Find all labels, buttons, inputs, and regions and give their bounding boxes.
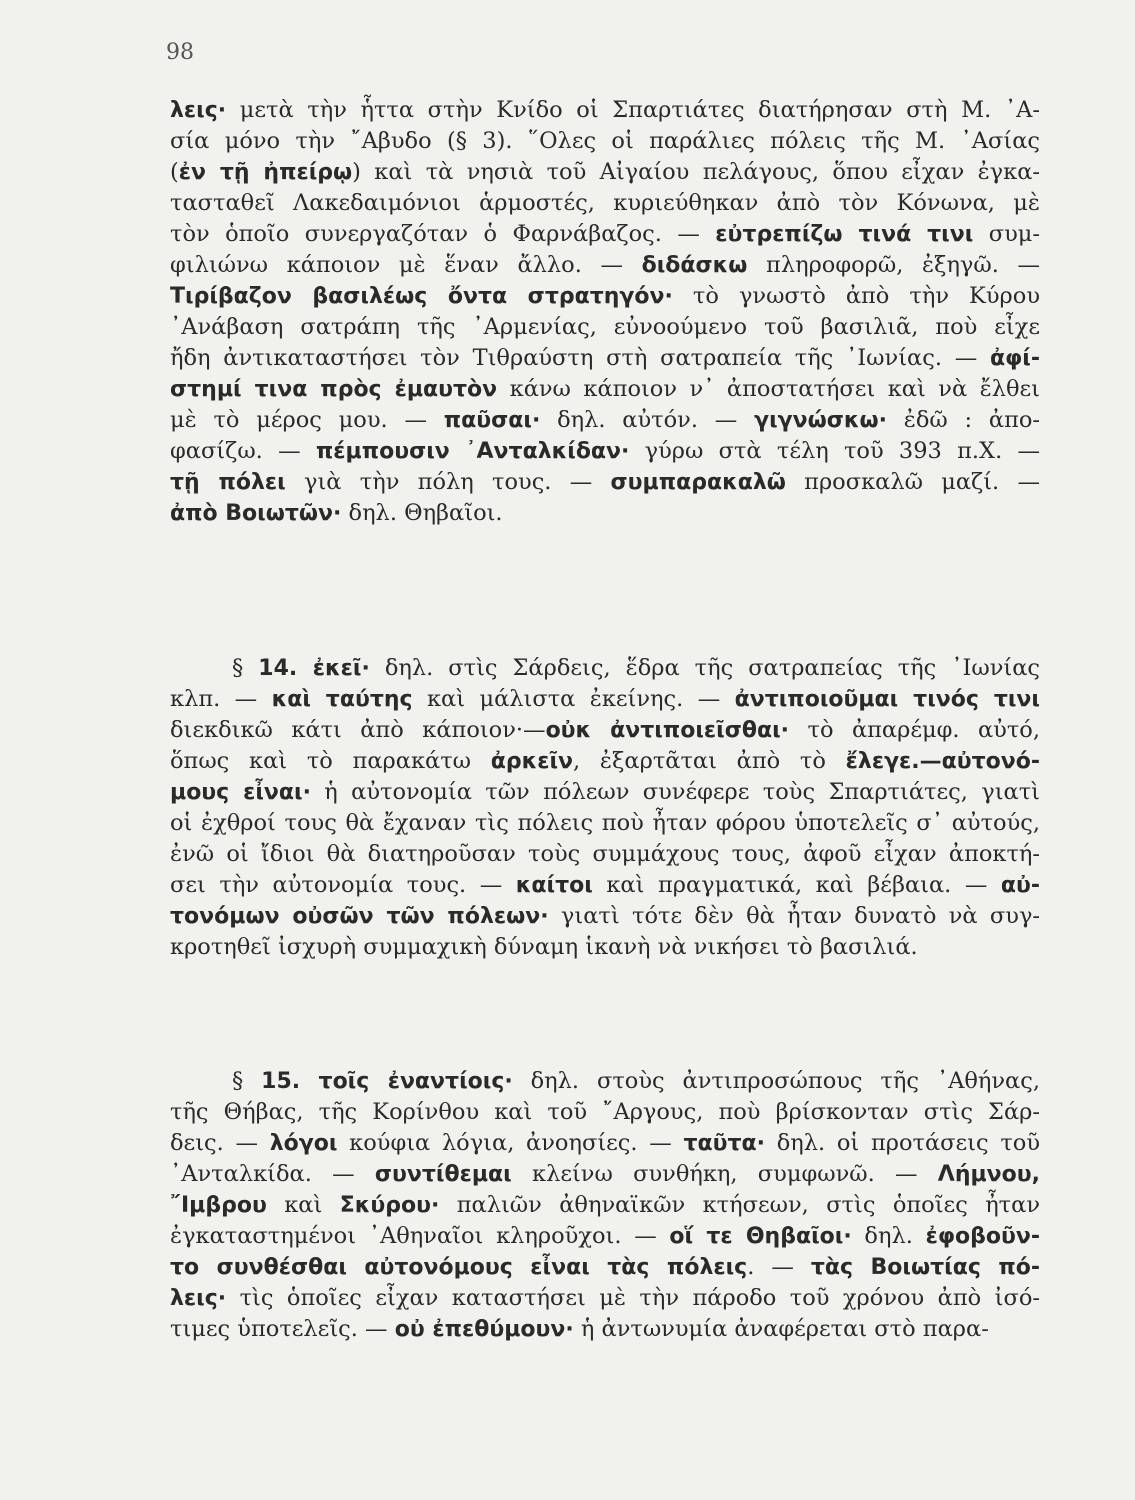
commentary-text: κλείνω συνθήκη, συμφωνῶ. — [511, 1161, 938, 1187]
text-line [170, 1190, 1040, 1221]
text-line [170, 374, 1040, 405]
text-line [170, 932, 1040, 963]
lemma-term: ἐφοβοῦν- [925, 1224, 1040, 1249]
lemma-term: καίτοι [515, 873, 593, 898]
commentary-text: καὶ [266, 1192, 340, 1218]
commentary-text: δηλ. Θηβαῖοι. [341, 500, 503, 526]
lemma-term: ῎Ιμβρου [170, 1193, 267, 1218]
commentary-text: διεκδικῶ κάτι ἀπὸ κάποιον·— [170, 717, 546, 743]
text-line [170, 839, 1040, 870]
commentary-text: σει τὴν αὐτονομία τους. — [170, 872, 516, 898]
commentary-text: δηλ. στοὺς ἀντιπροσώπους τῆς ᾿Αθήνας, [512, 1068, 1040, 1094]
commentary-text: προσκαλῶ μαζί. — [785, 469, 1040, 495]
commentary-text: μετὰ τὴν ἧττα στὴν Κνίδο οἱ Σπαρτιάτες διατήρησαν στὴ Μ. ᾿Α- [226, 97, 1040, 123]
commentary-text: τῆς Θήβας, τῆς Κορίνθου καὶ τοῦ ῎Αργους, ποὺ βρίσκονταν στὶς Σάρ- [170, 1099, 1040, 1125]
text-line [170, 1314, 1040, 1345]
commentary-text: φασίζω. — [170, 438, 316, 464]
lemma-term: συντίθεμαι [374, 1162, 512, 1187]
text-line [170, 281, 1040, 312]
commentary-text: κλπ. — [170, 686, 272, 712]
lemma-term: λόγοι [269, 1131, 338, 1156]
page-number: 98 [166, 40, 194, 65]
commentary-text: καὶ πραγματικά, καὶ βέβαια. — [592, 872, 1001, 898]
text-line [170, 250, 1040, 281]
lemma-term: μους εἶναι· [170, 780, 311, 805]
text-line [170, 312, 1040, 343]
text-line [170, 188, 1040, 219]
commentary-text: γιὰ τὴν πόλη τους. — [285, 469, 611, 495]
lemma-term: λεις· [170, 98, 227, 123]
commentary-paragraph-2 [170, 653, 1040, 963]
lemma-term: Τιρίβαζον βασιλέως ὄντα στρατηγόν· [170, 284, 673, 309]
commentary-text: ἡ ἀντωνυμία ἀναφέρεται στὸ παρα- [573, 1316, 989, 1342]
commentary-text: οἱ ἐχθροί τους θὰ ἔχαναν τὶς πόλεις ποὺ ἦταν φόρου ὑποτελεῖς σ᾿ αὐτούς, [170, 810, 1040, 836]
commentary-text: . — [747, 1254, 811, 1280]
commentary-text: κάνω κάποιον ν᾿ ἀποστατήσει καὶ νὰ ἔλθει [497, 376, 1040, 402]
commentary-text: παλιῶν ἀθηναϊκῶν κτήσεων, στὶς ὁποῖες ἦταν [439, 1192, 1040, 1218]
commentary-text: ὅπως καὶ τὸ παρακάτω [170, 748, 491, 774]
text-line [170, 715, 1040, 746]
lemma-term: ἀπὸ Βοιωτῶν· [170, 501, 342, 526]
commentary-text: τασταθεῖ Λακεδαιμόνιοι ἁρμοστές, κυριεύθηκαν ἀπὸ τὸν Κόνωνα, μὲ [170, 190, 1040, 216]
lemma-term: το συνθέσθαι αὐτονόμους εἶναι τὰς πόλεις [170, 1255, 748, 1280]
commentary-text: κροτηθεῖ ἰσχυρὴ συμμαχικὴ δύναμη ἱκανὴ νὰ νικήσει τὸ βασιλιά. [170, 934, 918, 960]
text-line [170, 436, 1040, 467]
text-line [170, 219, 1040, 250]
text-line [170, 1283, 1040, 1314]
commentary-text: ) καὶ τὰ νησιὰ τοῦ Αἰγαίου πελάγους, ὅπου εἶχαν ἐγκα- [352, 159, 1040, 185]
text-line [170, 498, 1040, 529]
commentary-text: τὸν ὁποῖο συνεργαζόταν ὁ Φαρνάβαζος. — [170, 221, 716, 247]
text-line [170, 684, 1040, 715]
commentary-text: ᾿Ανταλκίδα. — [170, 1161, 375, 1187]
commentary-text: γύρω στὰ τέλη τοῦ 393 π.Χ. — [629, 438, 1040, 464]
lemma-term: Σκύρου· [339, 1193, 440, 1218]
lemma-term: διδάσκω [641, 253, 748, 278]
text-line [170, 1066, 1040, 1097]
lemma-term: ἐν τῇ ἠπείρῳ [178, 160, 353, 185]
commentary-text: δηλ. στὶς Σάρδεις, ἕδρα τῆς σατραπείας τῆς ᾿Ιωνίας [369, 655, 1041, 681]
lemma-term: καὶ ταύτης [271, 687, 413, 712]
lemma-term: τῇ πόλει [170, 470, 286, 495]
lemma-term: τὰς Βοιωτίας πό- [810, 1255, 1040, 1280]
lemma-term: ἀρκεῖν [490, 749, 574, 774]
lemma-term: ἔλεγε.—αὐτονό- [845, 749, 1041, 774]
text-line [170, 901, 1040, 932]
lemma-term: συμπαρακαλῶ [610, 470, 786, 495]
commentary-text: κούφια λόγια, ἀνοησίες. — [337, 1130, 684, 1156]
lemma-term: οἵ τε Θηβαῖοι· [669, 1224, 852, 1249]
commentary-text: φιλιώνω κάποιον μὲ ἕναν ἄλλο. — [170, 252, 642, 278]
text-line [170, 1097, 1040, 1128]
lemma-term: 15. τοῖς ἐναντίοις· [261, 1069, 513, 1094]
text-line [170, 405, 1040, 436]
commentary-text: γιατὶ τότε δὲν θὰ ἦταν δυνατὸ νὰ συγ- [548, 903, 1040, 929]
text-line [170, 95, 1040, 126]
lemma-term: στημί τινα πρὸς ἐμαυτὸν [170, 377, 498, 402]
commentary-text: τὸ ἀπαρέμφ. αὐτό, [789, 717, 1041, 743]
lemma-term: πέμπουσιν ᾿Ανταλκίδαν· [315, 439, 630, 464]
text-line [170, 1128, 1040, 1159]
text-line [170, 1221, 1040, 1252]
text-line [170, 808, 1040, 839]
text-line [170, 157, 1040, 188]
lemma-term: γιγνώσκω· [754, 408, 887, 433]
lemma-term: ἀντιποιοῦμαι τινός τινι [734, 687, 1040, 712]
lemma-term: 14. ἐκεῖ· [258, 656, 370, 681]
text-line [170, 467, 1040, 498]
text-line [170, 1252, 1040, 1283]
lemma-term: οὐκ ἀντιποιεῖσθαι· [545, 718, 790, 743]
commentary-text: συμ- [973, 221, 1040, 247]
lemma-term: οὐ ἐπεθύμουν· [394, 1317, 574, 1342]
commentary-text: πληροφορῶ, ἐξηγῶ. — [747, 252, 1040, 278]
commentary-text: ἤδη ἀντικαταστήσει τὸν Τιθραύστη στὴ σατραπεία τῆς ᾿Ιωνίας. — [170, 345, 990, 371]
commentary-text: , ἐξαρτᾶται ἀπὸ τὸ [573, 748, 846, 774]
lemma-term: παῦσαι· [443, 408, 541, 433]
text-line [170, 746, 1040, 777]
commentary-text: σία μόνο τὴν ῎Αβυδο (§ 3). ῞Ολες οἱ παράλιες πόλεις τῆς Μ. ᾿Ασίας [170, 128, 1040, 154]
commentary-paragraph-3 [170, 1066, 1040, 1345]
text-line [170, 870, 1040, 901]
commentary-text: δεις. — [170, 1130, 270, 1156]
commentary-text: δηλ. αὐτόν. — [540, 407, 755, 433]
lemma-term: αὐ- [1000, 873, 1040, 898]
commentary-text: δηλ. [851, 1223, 926, 1249]
commentary-paragraph-1 [170, 95, 1040, 529]
lemma-term: ταῦτα· [683, 1131, 766, 1156]
text-line [170, 1159, 1040, 1190]
commentary-text: ᾿Ανάβαση σατράπη τῆς ᾿Αρμενίας, εὐνοούμενο τοῦ βασιλιᾶ, ποὺ εἶχε [170, 314, 1040, 340]
commentary-text: τὶς ὁποῖες εἶχαν καταστήσει μὲ τὴν πάροδο τοῦ χρόνου ἀπὸ ἰσό- [226, 1285, 1040, 1311]
commentary-text: ἐγκαταστημένοι ᾿Αθηναῖοι κληροῦχοι. — [170, 1223, 670, 1249]
commentary-text: μὲ τὸ μέρος μου. — [170, 407, 444, 433]
commentary-text: ἡ αὐτονομία τῶν πόλεων συνέφερε τοὺς Σπαρτιάτες, γιατὶ [310, 779, 1040, 805]
commentary-text: ἐνῶ οἱ ἴδιοι θὰ διατηροῦσαν τοὺς συμμάχους τους, ἀφοῦ εἶχαν ἀποκτή- [170, 841, 1040, 867]
text-line [170, 126, 1040, 157]
commentary-text: τὸ γνωστὸ ἀπὸ τὴν Κύρου [672, 283, 1040, 309]
text-line [170, 777, 1040, 808]
commentary-text: ( [170, 159, 179, 185]
commentary-text: καὶ μάλιστα ἐκείνης. — [412, 686, 735, 712]
lemma-term: Λήμνου, [937, 1162, 1040, 1187]
commentary-text: § [232, 1068, 262, 1094]
text-line [170, 653, 1040, 684]
lemma-term: λεις· [170, 1286, 227, 1311]
commentary-text: § [232, 655, 259, 681]
commentary-text: τιμες ὑποτελεῖς. — [170, 1316, 395, 1342]
lemma-term: ἀφί- [989, 346, 1040, 371]
lemma-term: εὐτρεπίζω τινά τινι [715, 222, 974, 247]
commentary-text: ἐδῶ : ἀπο- [886, 407, 1041, 433]
commentary-text: δηλ. οἱ προτάσεις τοῦ [765, 1130, 1040, 1156]
text-line [170, 343, 1040, 374]
lemma-term: τονόμων οὐσῶν τῶν πόλεων· [170, 904, 549, 929]
